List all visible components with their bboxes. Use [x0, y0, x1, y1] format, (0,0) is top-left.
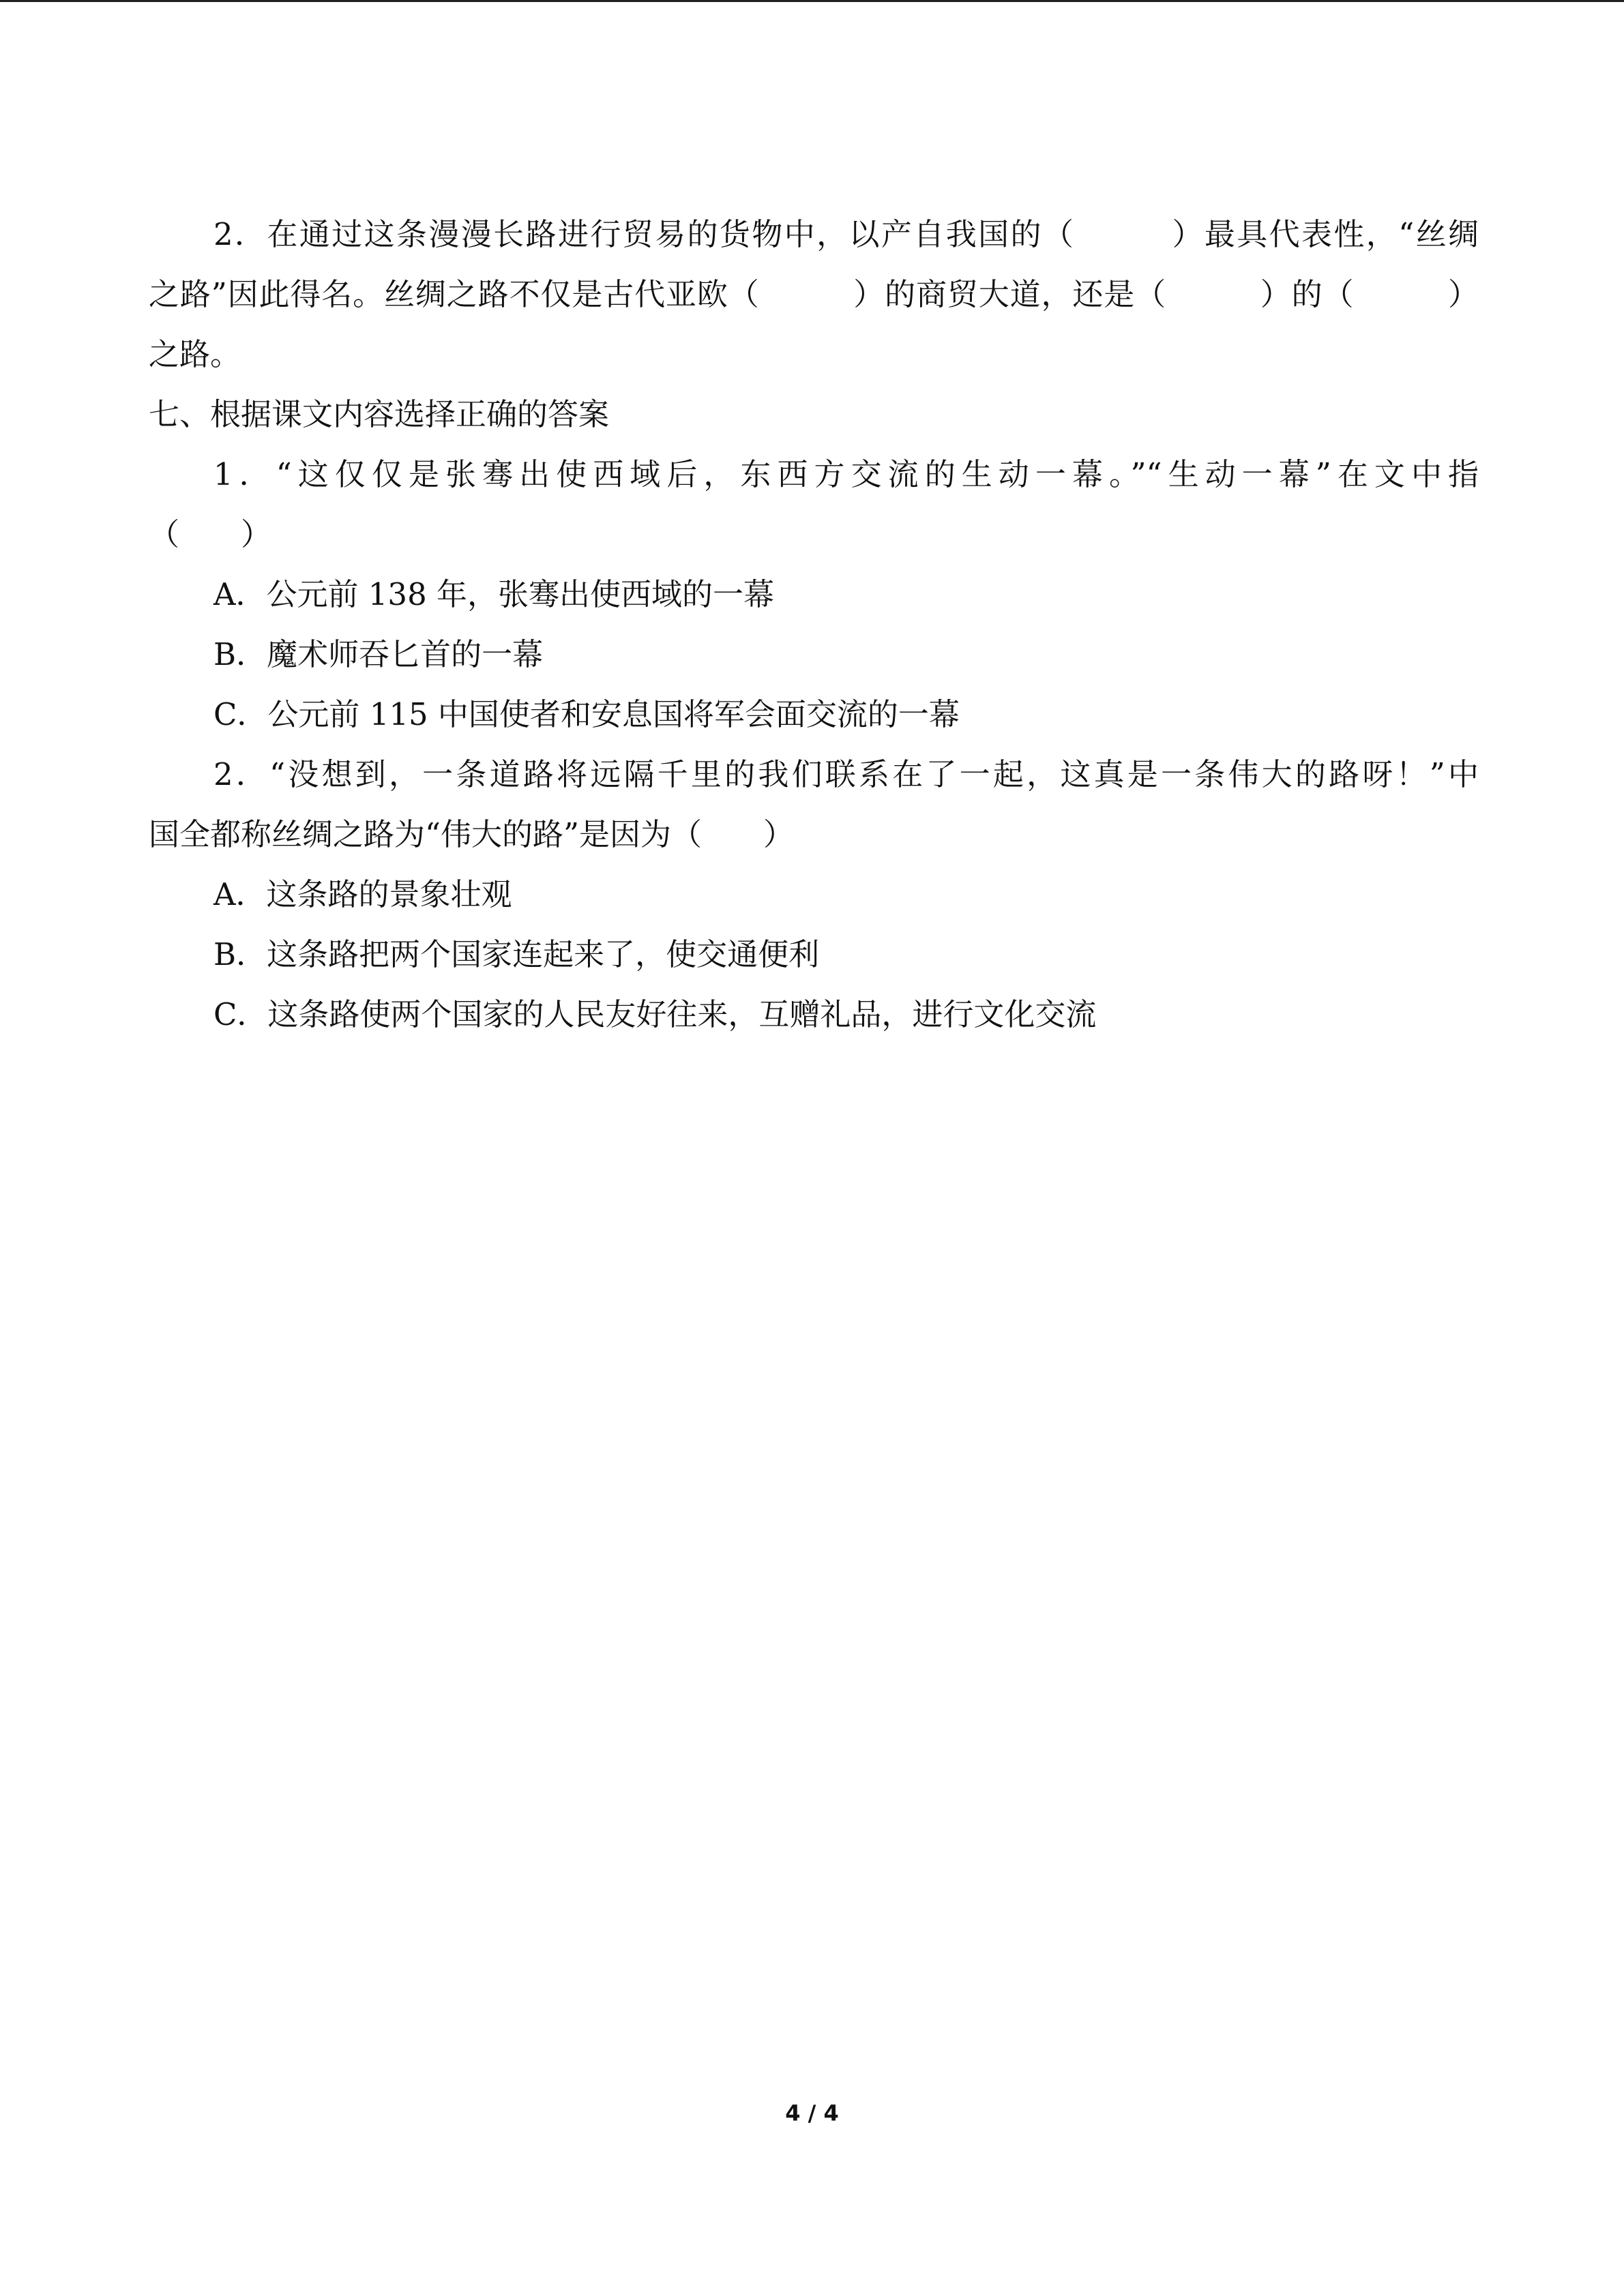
page-number: 4 / 4 [785, 2100, 839, 2126]
section7-question1-option-b: B．魔术师吞匕首的一幕 [213, 636, 544, 672]
section7-question2-option-a: A．这条路的景象壮观 [213, 876, 512, 912]
section7-question1-option-a: A．公元前 138 年，张骞出使西域的一幕 [213, 576, 774, 612]
section6-question2-line1: 2．在通过这条漫漫长路进行贸易的货物中，以产自我国的（ ）最具代表性，“丝绸 [213, 216, 1479, 252]
section7-question1-option-c: C．公元前 115 中国使者和安息国将军会面交流的一幕 [213, 696, 960, 732]
section6-question2-line3: 之路。 [149, 336, 241, 372]
section7-question2-stem-line2: 国全都称丝绸之路为“伟大的路”是因为（ ） [149, 816, 795, 852]
section7-question2-option-b: B．这条路把两个国家连起来了，使交通便利 [213, 936, 820, 972]
section7-question2-option-c: C．这条路使两个国家的人民友好往来，互赠礼品，进行文化交流 [213, 996, 1097, 1032]
section7-question2-stem-line1: 2．“没想到，一条道路将远隔千里的我们联系在了一起，这真是一条伟大的路呀！”中 [213, 756, 1479, 792]
section6-question2-line2: 之路”因此得名。丝绸之路不仅是古代亚欧（ ）的商贸大道，还是（ ）的（ ） [149, 276, 1479, 312]
section7-question1-stem-line1: 1．“这仅仅是张骞出使西域后，东西方交流的生动一幕。”“生动一幕”在文中指 [213, 456, 1479, 492]
section7-heading: 七、根据课文内容选择正确的答案 [149, 396, 610, 432]
top-border-line [0, 0, 1624, 2]
document-body [149, 205, 1479, 1045]
section7-question1-stem-line2: （ ） [149, 516, 272, 552]
